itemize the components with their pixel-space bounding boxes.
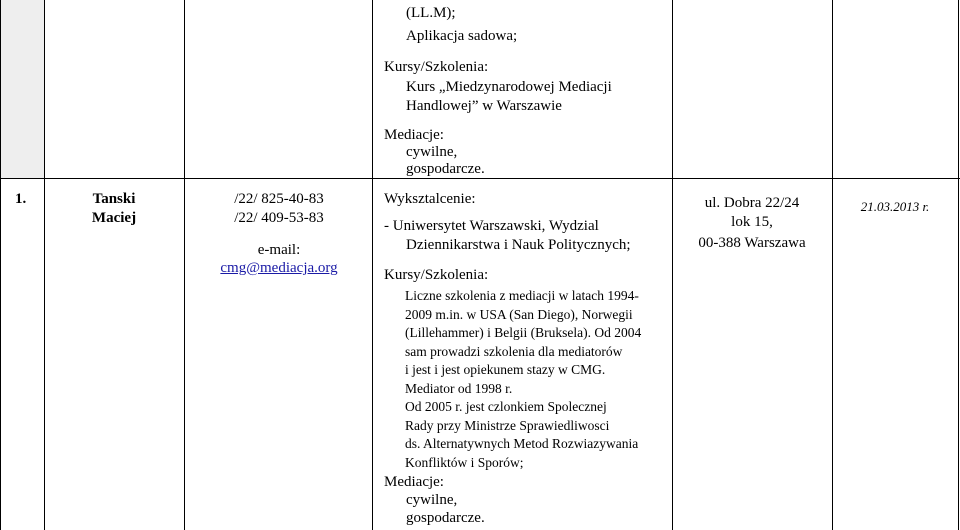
phone-number: /22/ 825-40-83 <box>234 191 324 207</box>
mediator-surname: Tanski <box>92 191 136 207</box>
table-border-left <box>0 0 1 530</box>
column-divider <box>184 0 185 530</box>
mediator-firstname: Maciej <box>91 210 137 226</box>
phone-number: /22/ 409-53-83 <box>234 210 324 226</box>
mediation-type: cywilne, <box>406 492 458 508</box>
row-number: 1. <box>15 191 27 207</box>
column-divider <box>672 0 673 530</box>
email-label: e-mail: <box>257 242 301 258</box>
mediation-type: gospodarcze. <box>406 510 485 526</box>
education-heading: Wyksztalcenie: <box>384 191 476 207</box>
training-line: ds. Alternatywnych Metod Rozwiazywania <box>405 436 639 451</box>
training-line: Mediator od 1998 r. <box>405 380 513 396</box>
course-line: Handlowej” w Warszawie <box>406 98 562 114</box>
training-line: Od 2005 r. jest czlonkiem Spolecznej <box>405 399 607 414</box>
column-divider <box>832 0 833 530</box>
training-heading: Kursy/Szkolenia: <box>384 267 489 283</box>
address-city: 00-388 Warszawa <box>698 235 806 251</box>
email-link[interactable]: cmg@mediacja.org <box>220 260 338 276</box>
training-line: Rady przy Ministrze Sprawiedliwosci <box>405 417 610 433</box>
row-divider <box>0 178 960 179</box>
training-line: sam prowadzi szkolenia dla mediatorów <box>405 343 623 359</box>
qualification-llm: (LL.M); <box>406 5 456 21</box>
mediation-type: cywilne, <box>406 144 458 160</box>
mediation-heading-top: Mediacje: <box>384 127 444 143</box>
education-line: Dziennikarstwa i Nauk Politycznych; <box>406 237 631 253</box>
address-street: ul. Dobra 22/24 <box>704 195 800 211</box>
training-line: Konfliktów i Sporów; <box>405 454 524 470</box>
training-line: i jest i jest opiekunem stazy w CMG. <box>405 362 606 377</box>
training-line: Liczne szkolenia z mediacji w latach 1994- <box>405 288 639 303</box>
education-line: - Uniwersytet Warszawski, Wydzial <box>384 218 599 234</box>
training-line: 2009 m.in. w USA (San Diego), Norwegii <box>405 306 633 322</box>
column-divider <box>372 0 373 530</box>
mediation-heading: Mediacje: <box>384 474 444 490</box>
empty-cell-shade <box>0 0 44 178</box>
table-border-right <box>958 0 959 530</box>
column-divider <box>44 0 45 530</box>
training-line: (Lillehammer) i Belgii (Bruksela). Od 2004 <box>405 325 642 340</box>
course-line: Kurs „Miedzynarodowej Mediacji <box>406 79 612 95</box>
qualification-aplikacja: Aplikacja sadowa; <box>406 28 518 44</box>
entry-date: 21.03.2013 r. <box>860 199 930 214</box>
mediation-type: gospodarcze. <box>406 161 485 177</box>
address-unit: lok 15, <box>731 214 773 230</box>
courses-heading-top: Kursy/Szkolenia: <box>384 59 489 75</box>
